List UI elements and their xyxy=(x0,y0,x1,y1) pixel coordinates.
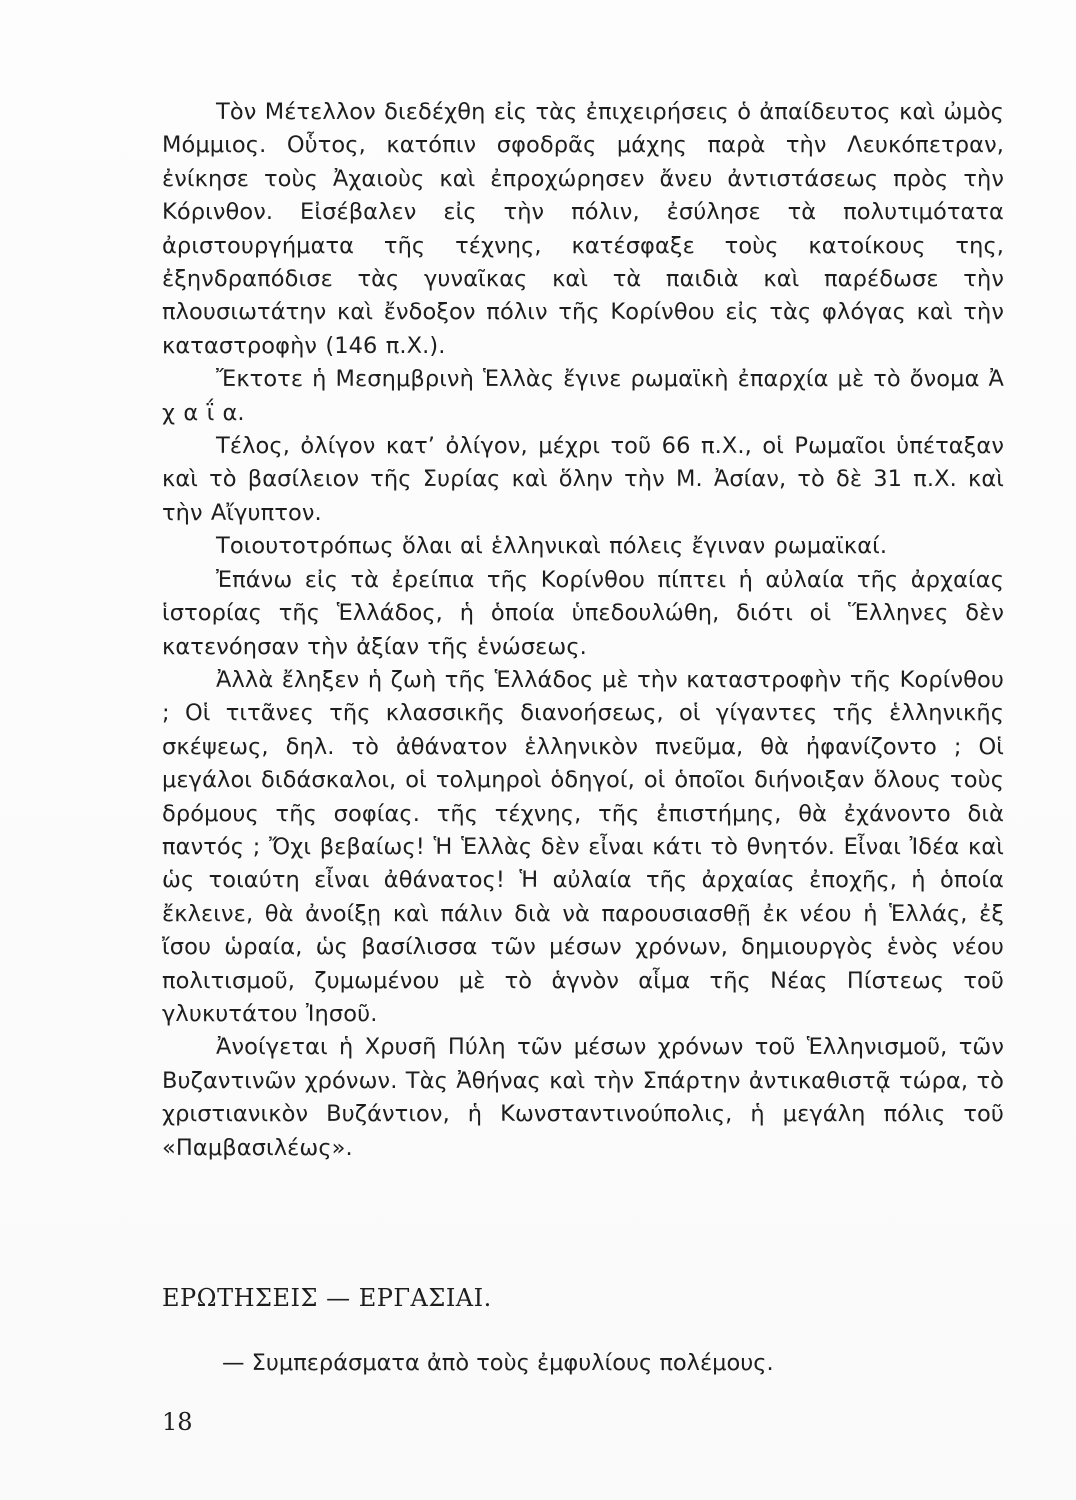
paragraph-byzantine-era: Ἀνοίγεται ἡ Χρυσῆ Πύλη τῶν μέσων χρόνων τοῦ Ἑλληνισμοῦ, τῶν Βυζαντινῶν χρόνων. Τὰς Ἀθήνας καὶ τὴν Σπάρτην ἀντικαθιστᾷ τώρα, τὸ χριστιανικὸν Βυζάντιον, ἡ Κωνσταντινούπολις, ἡ μεγάλη πόλις τοῦ «Παμβασιλέως». xyxy=(162,1034,1004,1161)
paragraph-syria-egypt: Τέλος, ὀλίγον κατ’ ὀλίγον, μέχρι τοῦ 66 π.Χ., οἱ Ρωμαῖοι ὑπέταξαν καὶ τὸ βασίλειον τῆς Συρίας καὶ ὅλην τὴν Μ. Ἀσίαν, τὸ δὲ 31 π.Χ. καὶ τὴν Αἴγυπτον. xyxy=(162,433,1004,526)
paragraph-greece-immortal: Ἀλλὰ ἔληξεν ἡ ζωὴ τῆς Ἑλλάδος μὲ τὴν καταστροφὴν τῆς Κορίνθου ; Οἱ τιτᾶνες τῆς κλασσικῆς διανοήσεως, οἱ γίγαντες τῆς ἑλληνικῆς σκέψεως, δηλ. τὸ ἀθάνατον ἑλληνικὸν πνεῦμα, θὰ ἠφανίζοντο ; Οἱ μεγάλοι διδάσκαλοι, οἱ τολμηροὶ ὁδηγοί, οἱ ὁποῖοι διήνοιξαν ὅλους τοὺς δρόμους τῆς σοφίας. τῆς τέχνης, τῆς ἐπιστήμης, θὰ ἐχάνοντο διὰ παντός ; Ὄχι βεβαίως! Ἡ Ἑλλὰς δὲν εἶναι κάτι τὸ θνητόν. Εἶναι Ἰδέα καὶ ὡς τοιαύτη εἶναι ἀθάνατος! Ἡ αὐλαία τῆς ἀρχαίας ἐποχῆς, ἡ ὁποία ἔκλεινε, θὰ ἀνοίξῃ καὶ πάλιν διὰ νὰ παρουσιασθῇ ἐκ νέου ἡ Ἑλλάς, ἐξ ἴσου ὡραία, ὡς βασίλισσα τῶν μέσων χρόνων, δημιουργὸς ἑνὸς νέου πολιτισμοῦ, ζυμωμένου μὲ τὸ ἁγνὸν αἷμα τῆς Νέας Πίστεως τοῦ γλυκυτάτου Ἰησοῦ. xyxy=(162,666,1004,1027)
page-number: 18 xyxy=(162,1408,193,1436)
paragraph-mummius-corinth: Τὸν Μέτελλον διεδέχθη εἰς τὰς ἐπιχειρήσεις ὁ ἀπαίδευτος καὶ ὠμὸς Μόμμιος. Οὗτος, κατόπιν σφοδρᾶς μάχης παρὰ τὴν Λευκόπετραν, ἐνίκησε τοὺς Ἀχαιοὺς καὶ ἐπροχώρησεν ἄνευ ἀντιστάσεως πρὸς τὴν Κόρινθον. Εἰσέβαλεν εἰς τὴν πόλιν, ἐσύλησε τὰ πολυτιμότατα ἀριστουργήματα τῆς τέχνης, κατέσφαξε τοὺς κατοίκους της, ἐξηνδραπόδισε τὰς γυναῖκας καὶ τὰ παιδιὰ καὶ παρέδωσε τὴν πλουσιωτάτην καὶ ἔνδοξον πόλιν τῆς Κορίνθου εἰς τὰς φλόγας καὶ τὴν καταστροφὴν (146 π.Χ.). xyxy=(162,99,1004,359)
question-item: — Συμπεράσματα ἀπὸ τοὺς ἐμφυλίους πολέμους. xyxy=(222,1350,774,1376)
body-text xyxy=(162,96,1004,1165)
paragraph-curtain-falls: Ἐπάνω εἰς τὰ ἐρείπια τῆς Κορίνθου πίπτει ἡ αὐλαία τῆς ἀρχαίας ἱστορίας τῆς Ἑλλάδος, ἡ ὁποία ὑπεδουλώθη, διότι οἱ Ἕλληνες δὲν κατενόησαν τὴν ἀξίαν τῆς ἑνώσεως. xyxy=(162,566,1004,660)
paragraph-greek-cities-roman: Τοιουτοτρόπως ὅλαι αἱ ἑλληνικαὶ πόλεις ἔγιναν ρωμαϊκαί. xyxy=(216,533,888,560)
paragraph-achaia-province: Ἔκτοτε ἡ Μεσημβρινὴ Ἑλλὰς ἔγινε ρωμαϊκὴ ἐπαρχία μὲ τὸ ὄνομα Ἀ χ α ΐ α. xyxy=(162,366,1004,426)
section-heading-questions: ΕΡΩΤΗΣΕΙΣ — ΕΡΓΑΣΙΑΙ. xyxy=(162,1284,492,1312)
